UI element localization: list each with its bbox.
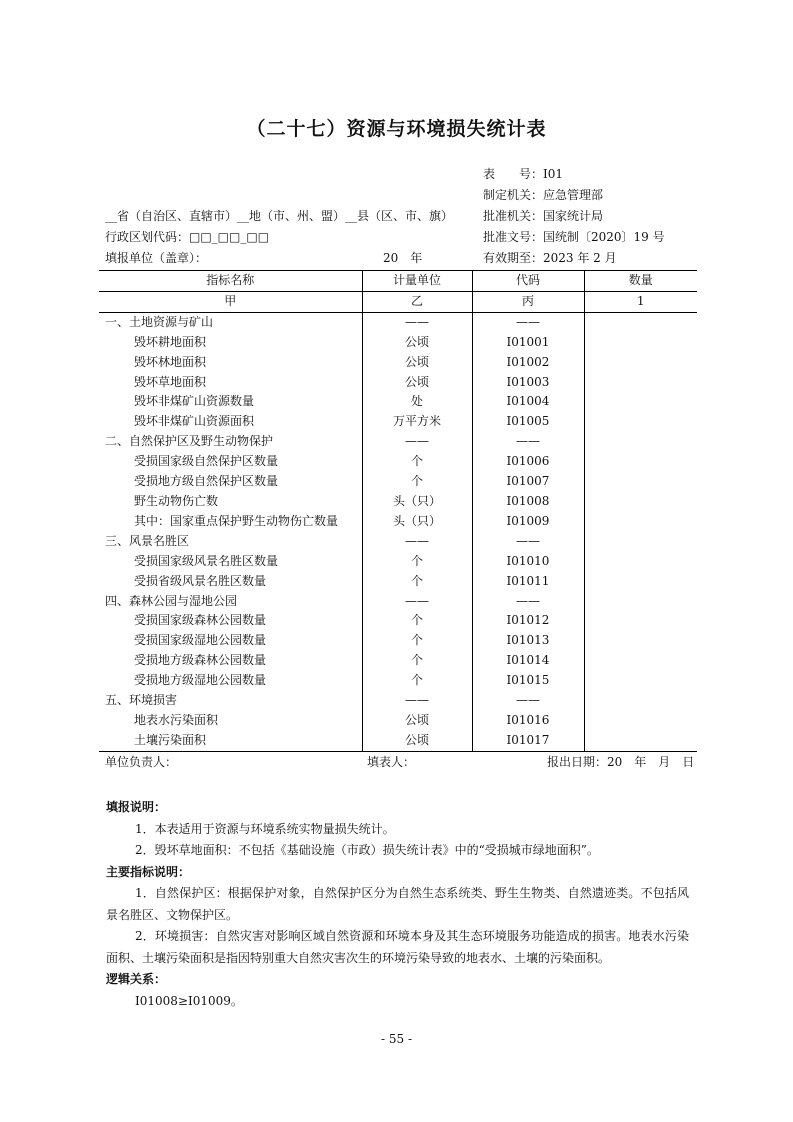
indicator-name: 土壤污染面积 xyxy=(99,731,362,751)
indicator-name: 受损国家级自然保护区数量 xyxy=(99,452,362,472)
code-cell: I01014 xyxy=(472,651,584,671)
table-row xyxy=(99,631,697,651)
quantity-cell xyxy=(584,651,697,671)
indicator-name: 地表水污染面积 xyxy=(99,711,362,731)
quantity-cell xyxy=(584,631,697,651)
indicator-name: 受损地方级湿地公园数量 xyxy=(99,671,362,691)
code-cell: —— xyxy=(472,691,584,711)
subheader-row xyxy=(99,291,697,312)
code-cell: I01017 xyxy=(472,731,584,751)
unit-cell: 个 xyxy=(362,651,472,671)
quantity-cell xyxy=(584,572,697,592)
unit-cell: 个 xyxy=(362,572,472,592)
header-code: 代码 xyxy=(472,271,584,292)
code-cell: I01008 xyxy=(472,492,584,512)
indicator-note-item: 1．自然保护区：根据保护对象，自然保护区分为自然生态系统类、野生生物类、自然遗迹类。不包括风景名胜区、文物保护区。 xyxy=(106,886,689,922)
code-cell: I01001 xyxy=(472,333,584,353)
unit-cell: 个 xyxy=(362,631,472,651)
table-row xyxy=(99,373,697,393)
indicator-name: 毁坏非煤矿山资源数量 xyxy=(99,392,362,412)
code-cell: I01007 xyxy=(472,472,584,492)
quantity-cell xyxy=(584,412,697,432)
quantity-cell xyxy=(584,432,697,452)
quantity-cell xyxy=(584,452,697,472)
unit-cell: —— xyxy=(362,532,472,552)
logic-text: I01008≥I01009。 xyxy=(135,993,243,1008)
indicator-note-item: 2．环境损害：自然灾害对影响区域自然资源和环境本身及其生态环境服务功能造成的损害。地表水污染面积、土壤污染面积是指因特别重大自然灾害次生的环境污染导致的地表水、土壤的污染面积。 xyxy=(106,929,689,965)
unit-cell: —— xyxy=(362,691,472,711)
header-unit: 计量单位 xyxy=(362,271,472,292)
table-row xyxy=(99,552,697,572)
indicator-name: 受损地方级森林公园数量 xyxy=(99,651,362,671)
quantity-cell xyxy=(584,532,697,552)
table-row xyxy=(99,312,697,332)
code-cell: I01013 xyxy=(472,631,584,651)
quantity-cell xyxy=(584,592,697,612)
quantity-cell xyxy=(584,731,697,751)
quantity-cell xyxy=(584,472,697,492)
form-filler: 填表人： xyxy=(367,755,416,769)
code-cell: —— xyxy=(472,592,584,612)
code-cell: I01009 xyxy=(472,512,584,532)
table-row xyxy=(99,452,697,472)
indicator-notes-heading: 主要指标说明： xyxy=(106,864,191,879)
table-row xyxy=(99,472,697,492)
filler-unit: 填报单位（盖章）： xyxy=(105,251,208,265)
indicator-name: 其中：国家重点保护野生动物伤亡数量 xyxy=(99,512,362,532)
page-title: （二十七）资源与环境损失统计表 xyxy=(246,118,547,140)
unit-cell: 个 xyxy=(362,472,472,492)
code-cell: I01002 xyxy=(472,353,584,373)
indicator-name: 四、森林公园与湿地公园 xyxy=(99,592,362,612)
code-cell: I01004 xyxy=(472,392,584,412)
indicator-name: 受损地方级自然保护区数量 xyxy=(99,472,362,492)
quantity-cell xyxy=(584,671,697,691)
table-body xyxy=(99,312,697,751)
code-cell: I01005 xyxy=(472,412,584,432)
page-number: - 55 - xyxy=(380,1032,412,1046)
approving-authority: 批准机关：国家统计局 xyxy=(483,209,604,223)
table-row xyxy=(99,512,697,532)
unit-cell: 公顷 xyxy=(362,711,472,731)
quantity-cell xyxy=(584,492,697,512)
unit-cell: 公顷 xyxy=(362,353,472,373)
indicator-name: 受损国家级风景名胜区数量 xyxy=(99,552,362,572)
header-quantity: 数量 xyxy=(584,271,697,292)
indicator-name: 受损省级风景名胜区数量 xyxy=(99,572,362,592)
table-row xyxy=(99,691,697,711)
quantity-cell xyxy=(584,512,697,532)
logic-heading: 逻辑关系： xyxy=(106,972,167,986)
statistics-table xyxy=(99,270,697,752)
quantity-cell xyxy=(584,552,697,572)
quantity-cell xyxy=(584,312,697,332)
table-row xyxy=(99,651,697,671)
fill-instruction-item: 2．毁坏草地面积：不包括《基础设施（市政）损失统计表》中的“受损城市绿地面积”。 xyxy=(135,843,599,857)
code-cell: I01016 xyxy=(472,711,584,731)
table-row xyxy=(99,333,697,353)
unit-cell: 头（只） xyxy=(362,492,472,512)
issuing-authority: 制定机关：应急管理部 xyxy=(483,188,604,202)
unit-cell: —— xyxy=(362,592,472,612)
indicator-name: 五、环境损害 xyxy=(99,691,362,711)
notes-section xyxy=(106,797,689,1012)
unit-cell: 公顷 xyxy=(362,731,472,751)
indicator-name: 毁坏林地面积 xyxy=(99,353,362,373)
unit-cell: 头（只） xyxy=(362,512,472,532)
subheader-unit: 乙 xyxy=(362,291,472,312)
unit-cell: 处 xyxy=(362,392,472,412)
code-cell: —— xyxy=(472,532,584,552)
quantity-cell xyxy=(584,373,697,393)
table-row xyxy=(99,711,697,731)
table-row xyxy=(99,671,697,691)
unit-cell: —— xyxy=(362,432,472,452)
table-row xyxy=(99,412,697,432)
unit-cell: 个 xyxy=(362,611,472,631)
table-row xyxy=(99,492,697,512)
table-row xyxy=(99,611,697,631)
code-cell: I01011 xyxy=(472,572,584,592)
table-number: 表 号：I01 xyxy=(483,167,564,181)
quantity-cell xyxy=(584,711,697,731)
indicator-name: 毁坏耕地面积 xyxy=(99,333,362,353)
report-date: 报出日期：20 年 月 日 xyxy=(547,755,695,769)
indicator-name: 毁坏草地面积 xyxy=(99,373,362,393)
indicator-name: 三、风景名胜区 xyxy=(99,532,362,552)
valid-until: 有效期至：2023 年 2 月 xyxy=(483,251,617,265)
quantity-cell xyxy=(584,611,697,631)
table-row xyxy=(99,353,697,373)
subheader-indicator: 甲 xyxy=(99,291,362,312)
fill-instructions-heading: 填报说明： xyxy=(106,800,167,814)
code-cell: —— xyxy=(472,432,584,452)
code-cell: I01012 xyxy=(472,611,584,631)
approval-document: 批准文号：国统制〔2020〕19 号 xyxy=(483,230,665,244)
unit-cell: 个 xyxy=(362,552,472,572)
indicator-name: 毁坏非煤矿山资源面积 xyxy=(99,412,362,432)
admin-code: 行政区划代码：□□_□□_□□ xyxy=(105,230,270,244)
region-line: __省（自治区、直辖市）__地（市、州、盟）__县（区、市、旗） xyxy=(105,209,454,223)
code-cell: I01015 xyxy=(472,671,584,691)
quantity-cell xyxy=(584,691,697,711)
unit-cell: —— xyxy=(362,312,472,332)
code-cell: I01010 xyxy=(472,552,584,572)
indicator-name: 受损国家级森林公园数量 xyxy=(99,611,362,631)
quantity-cell xyxy=(584,353,697,373)
table-row xyxy=(99,532,697,552)
report-year: 20 年 xyxy=(383,251,423,265)
indicator-name: 受损国家级湿地公园数量 xyxy=(99,631,362,651)
responsible-person: 单位负责人： xyxy=(105,755,178,769)
table-row xyxy=(99,432,697,452)
fill-instruction-item: 1．本表适用于资源与环境系统实物量损失统计。 xyxy=(135,821,395,836)
table-row xyxy=(99,731,697,751)
table-row xyxy=(99,392,697,412)
unit-cell: 个 xyxy=(362,671,472,691)
subheader-code: 丙 xyxy=(472,291,584,312)
subheader-quantity: 1 xyxy=(584,291,697,312)
table-row xyxy=(99,592,697,612)
unit-cell: 个 xyxy=(362,452,472,472)
code-cell: I01006 xyxy=(472,452,584,472)
quantity-cell xyxy=(584,333,697,353)
code-cell: —— xyxy=(472,312,584,332)
indicator-name: 一、土地资源与矿山 xyxy=(99,312,362,332)
header-row xyxy=(99,271,697,292)
table-row xyxy=(99,572,697,592)
unit-cell: 公顷 xyxy=(362,333,472,353)
code-cell: I01003 xyxy=(472,373,584,393)
header-indicator: 指标名称 xyxy=(99,271,362,292)
indicator-name: 野生动物伤亡数 xyxy=(99,492,362,512)
unit-cell: 万平方米 xyxy=(362,412,472,432)
quantity-cell xyxy=(584,392,697,412)
indicator-name: 二、自然保护区及野生动物保护 xyxy=(99,432,362,452)
unit-cell: 公顷 xyxy=(362,373,472,393)
